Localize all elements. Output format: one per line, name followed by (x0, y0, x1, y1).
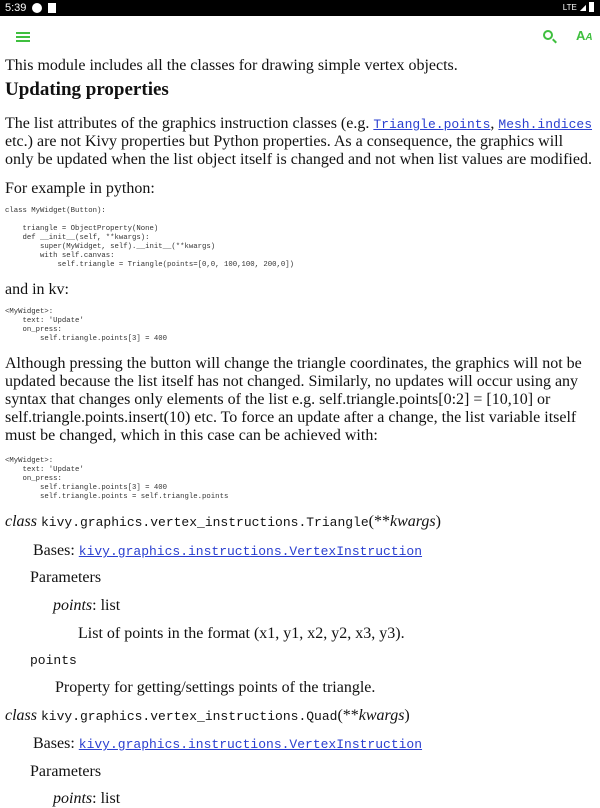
paragraph: For example in python: (5, 180, 155, 197)
link-triangle-points[interactable]: Triangle.points (373, 117, 491, 132)
param-desc: List of points in the format (x1, y1, x2, y2, x3, y3). (78, 625, 405, 642)
status-bar (0, 0, 600, 16)
signal-icon: ◢ (579, 2, 586, 12)
code-block: <MyWidget>: text: 'Update' on_press: self.triangle.points[3] = 400 self.triangle.points = self.triangle.points (5, 457, 229, 501)
paragraph-line: updated because the list itself has not changed. Similarly, no updates will occur using any (5, 373, 579, 390)
code-block: <MyWidget>: text: 'Update' on_press: self.triangle.points[3] = 400 (5, 308, 168, 343)
paragraph: and in kv: (5, 281, 69, 298)
link-vertex-instruction[interactable]: kivy.graphics.instructions.VertexInstruction (78, 544, 423, 559)
hamburger-icon[interactable] (16, 32, 30, 42)
notification-icon (32, 3, 42, 13)
class-signature-quad: class kivy.graphics.vertex_instructions.Quad(**kwargs) (5, 707, 410, 724)
class-signature-triangle: class kivy.graphics.vertex_instructions.Triangle(**kwargs) (5, 513, 441, 530)
section-heading: Updating properties (5, 79, 169, 100)
paragraph-line: Although pressing the button will change the triangle coordinates, the graphics will not be (5, 355, 582, 372)
code-block: class MyWidget(Button): triangle = ObjectProperty(None) def __init__(self, **kwargs): super(MyWidget, self).__init__(**kwargs) with self.canvas: self.triangle = Triangle(points=[0,0, 100,100, 200,0]) (5, 207, 295, 269)
paragraph-line: syntax that changes only elements of the list e.g. self.triangle.points[0:2] = [10,10] or (5, 391, 551, 408)
paragraph-line: self.triangle.points.insert(10) etc. To force an update after a change, the list variable itself (5, 409, 577, 426)
search-icon[interactable] (543, 30, 553, 40)
paragraph-line: only be updated when the list object itself is changed and not when list values are modified. (5, 151, 592, 168)
paragraph: The list attributes of the graphics instruction classes (e.g. Triangle.points, Mesh.indices (5, 115, 593, 132)
paragraph-line: etc.) are not Kivy properties but Python properties. As a consequence, the graphics will (5, 133, 564, 150)
bases: Bases: kivy.graphics.instructions.VertexInstruction (33, 735, 423, 752)
clock: 5:39 (5, 2, 27, 14)
font-size-icon[interactable]: AA (576, 28, 593, 43)
link-mesh-indices[interactable]: Mesh.indices (498, 117, 593, 132)
sd-card-icon (48, 3, 56, 13)
bases: Bases: kivy.graphics.instructions.VertexInstruction (33, 542, 423, 559)
network-type: LTE (562, 2, 577, 12)
link-vertex-instruction[interactable]: kivy.graphics.instructions.VertexInstruction (78, 737, 423, 752)
parameters-label: Parameters (30, 763, 102, 780)
attribute-desc: Property for getting/settings points of the triangle. (55, 679, 376, 696)
param: points: list (53, 597, 121, 614)
battery-icon (589, 2, 594, 12)
intro-text: This module includes all the classes for drawing simple vertex objects. (5, 57, 458, 74)
parameters-label: Parameters (30, 569, 102, 586)
paragraph-line: must be changed, which in this case can be achieved with: (5, 427, 378, 444)
attribute-name: points (30, 653, 77, 668)
param: points: list (53, 790, 121, 807)
toolbar (0, 16, 600, 56)
